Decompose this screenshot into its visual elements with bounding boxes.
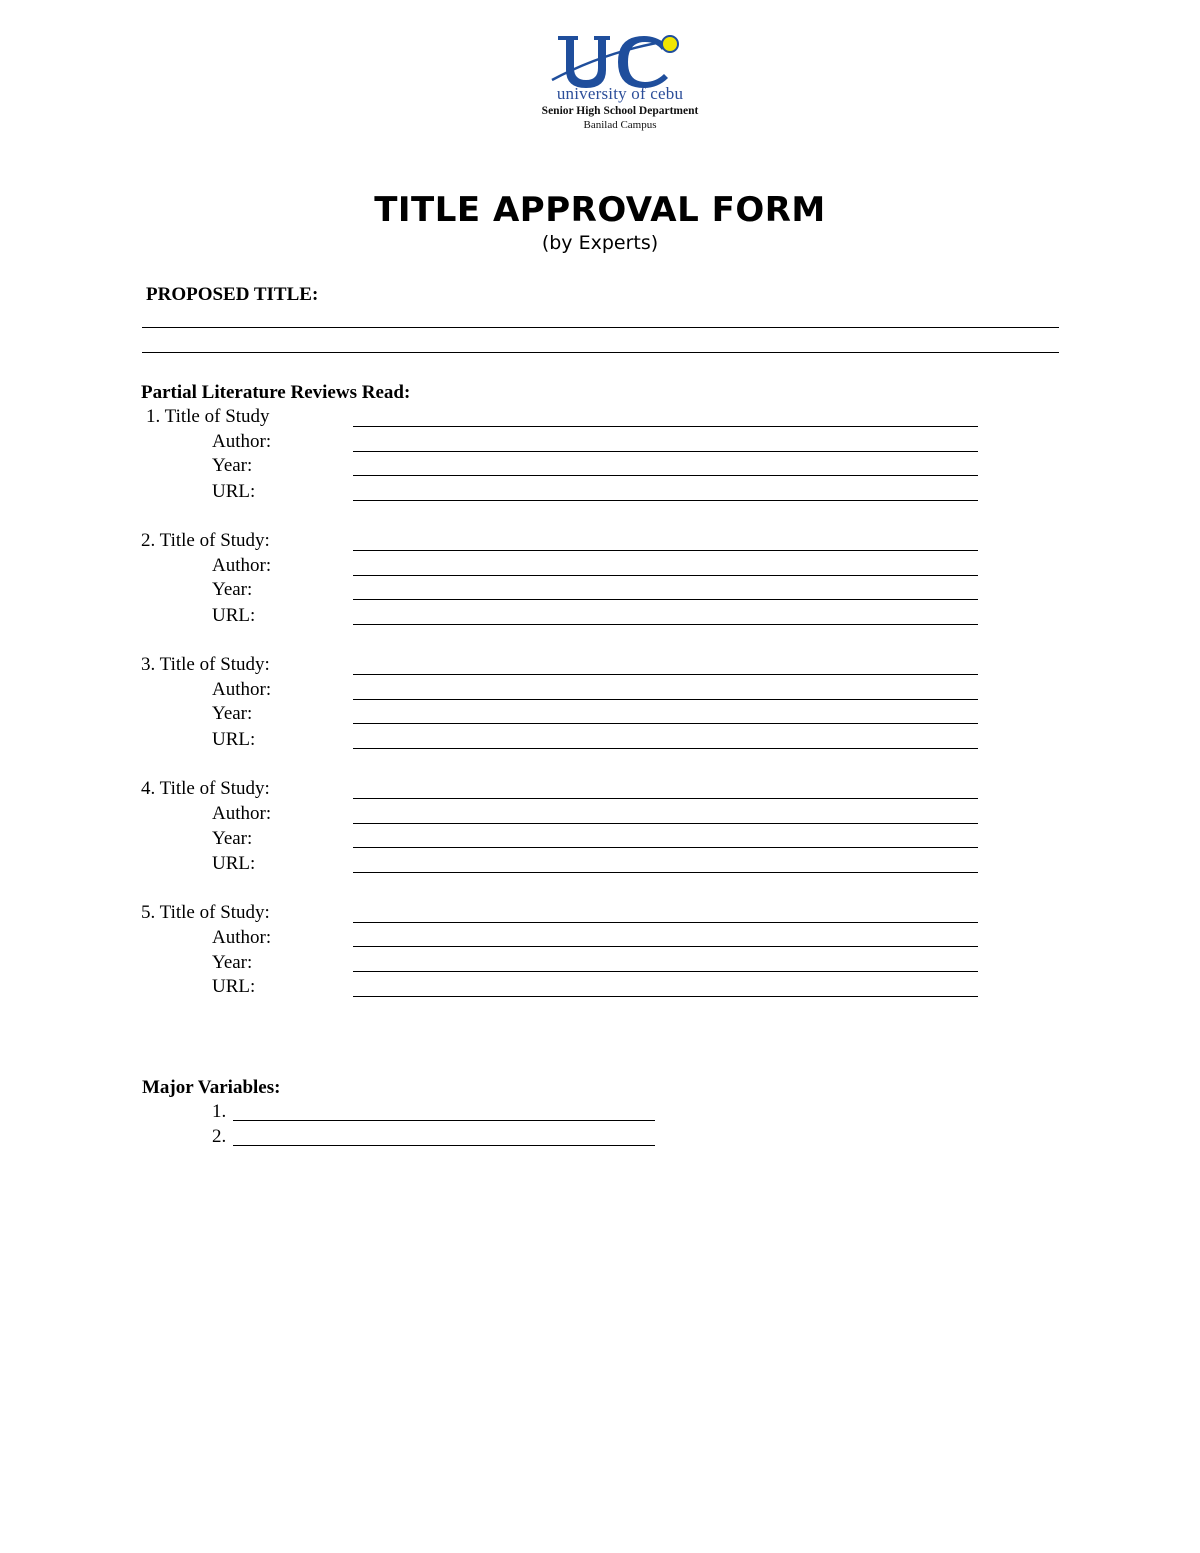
variable-2-label: 2.	[212, 1126, 227, 1147]
study-2-year-label: Year:	[212, 579, 253, 600]
study-2-title-field[interactable]	[353, 550, 978, 551]
study-2-author-label: Author:	[212, 555, 272, 576]
study-2-title-label: 2. Title of Study:	[141, 530, 270, 551]
study-3-year-field[interactable]	[353, 723, 978, 724]
study-2-url-label: URL:	[212, 605, 256, 626]
study-3-url-field[interactable]	[353, 748, 978, 749]
department-name: Senior High School Department	[541, 105, 699, 117]
variables-heading: Major Variables:	[142, 1077, 281, 1098]
university-logo	[500, 30, 740, 140]
variable-1-field[interactable]	[233, 1120, 655, 1121]
form-title: TITLE APPROVAL FORM	[374, 190, 826, 230]
study-3-title-label: 3. Title of Study:	[141, 654, 270, 675]
study-4-title-label: 4. Title of Study:	[141, 778, 270, 799]
university-name: university of cebu	[556, 84, 684, 103]
study-1-author-field[interactable]	[353, 451, 978, 452]
study-2-author-field[interactable]	[353, 575, 978, 576]
study-4-author-label: Author:	[212, 803, 272, 824]
proposed-title-label: PROPOSED TITLE:	[146, 284, 319, 305]
study-4-year-label: Year:	[212, 828, 253, 849]
study-4-url-label: URL:	[212, 853, 256, 874]
study-1-year-label: Year:	[212, 455, 253, 476]
literature-heading: Partial Literature Reviews Read:	[141, 382, 411, 403]
study-5-title-label: 5. Title of Study:	[141, 902, 270, 923]
study-4-url-field[interactable]	[353, 872, 978, 873]
variable-1-label: 1.	[212, 1101, 227, 1122]
proposed-title-line-2[interactable]	[142, 352, 1059, 353]
study-1-year-field[interactable]	[353, 475, 978, 476]
study-5-year-field[interactable]	[353, 971, 978, 972]
study-1-title-label: 1. Title of Study	[146, 406, 270, 427]
campus-name: Banilad Campus	[583, 119, 657, 131]
proposed-title-line-1[interactable]	[142, 327, 1059, 328]
study-4-author-field[interactable]	[353, 823, 978, 824]
study-5-url-label: URL:	[212, 976, 256, 997]
study-5-author-label: Author:	[212, 927, 272, 948]
study-1-url-label: URL:	[212, 481, 256, 502]
study-5-url-field[interactable]	[353, 996, 978, 997]
study-1-author-label: Author:	[212, 431, 272, 452]
study-4-year-field[interactable]	[353, 847, 978, 848]
study-3-year-label: Year:	[212, 703, 253, 724]
form-subtitle: (by Experts)	[541, 232, 659, 254]
study-1-title-field[interactable]	[353, 426, 978, 427]
study-3-author-field[interactable]	[353, 699, 978, 700]
study-1-url-field[interactable]	[353, 500, 978, 501]
study-3-author-label: Author:	[212, 679, 272, 700]
study-2-url-field[interactable]	[353, 624, 978, 625]
study-5-title-field[interactable]	[353, 922, 978, 923]
study-5-year-label: Year:	[212, 952, 253, 973]
study-5-author-field[interactable]	[353, 946, 978, 947]
study-2-year-field[interactable]	[353, 599, 978, 600]
study-4-title-field[interactable]	[353, 798, 978, 799]
study-3-url-label: URL:	[212, 729, 256, 750]
variable-2-field[interactable]	[233, 1145, 655, 1146]
study-3-title-field[interactable]	[353, 674, 978, 675]
